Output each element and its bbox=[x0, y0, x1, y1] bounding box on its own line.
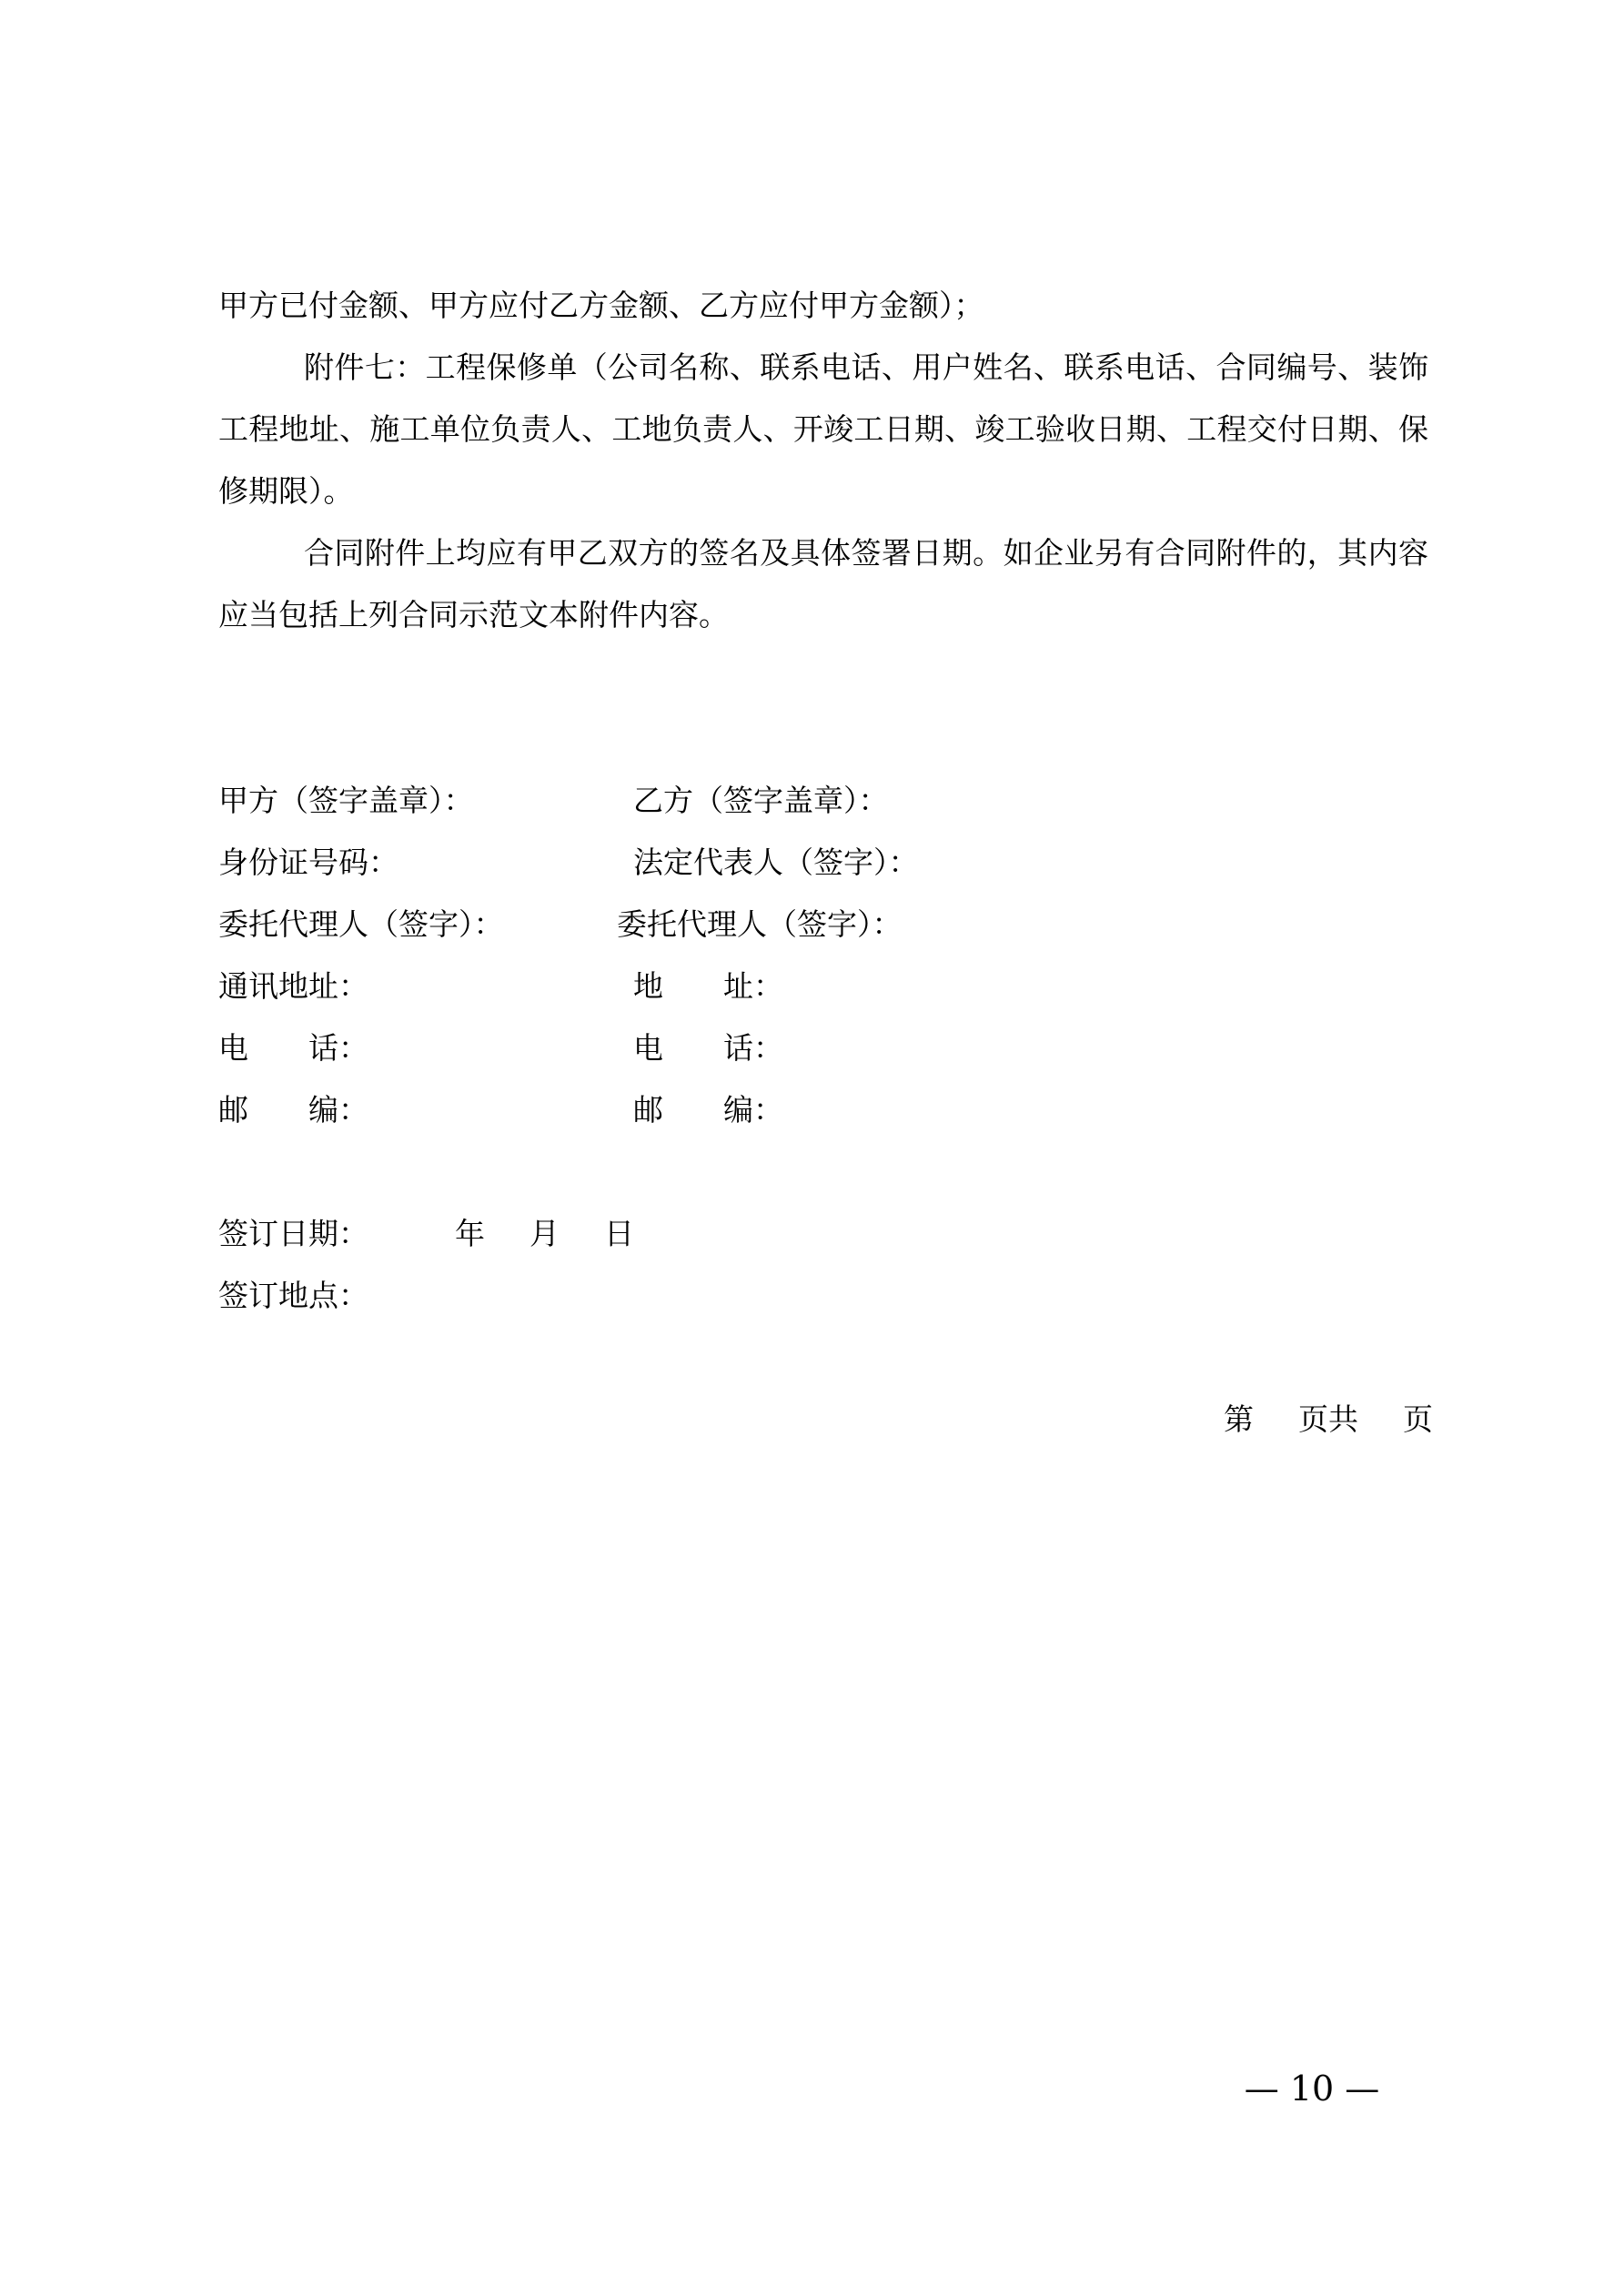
paragraph-continuation: 甲方已付金额、甲方应付乙方金额、乙方应付甲方金额）； bbox=[218, 288, 984, 323]
party-b-agent-label: 委托代理人（签字）： bbox=[617, 906, 903, 942]
party-b-postcode-label: 邮 编： bbox=[633, 1092, 783, 1128]
signing-month-unit: 月 bbox=[530, 1216, 560, 1251]
party-a-id-number-label: 身份证号码： bbox=[218, 845, 398, 880]
signing-date-label: 签订日期： bbox=[218, 1216, 368, 1251]
paragraph-appendix-signatures: 合同附件上均应有甲乙双方的签名及具体签署日期。如企业另有合同附件的，其内容应当包括上列合同示范文本附件内容。 bbox=[218, 535, 1428, 632]
page-number: — 10 — bbox=[1244, 2068, 1380, 2109]
party-b-phone-label: 电 话： bbox=[633, 1030, 783, 1066]
party-b-signature-label: 乙方（签字盖章）： bbox=[633, 783, 889, 818]
party-a-agent-label: 委托代理人（签字）： bbox=[218, 906, 504, 942]
pager-page-total: 页共 bbox=[1298, 1401, 1358, 1437]
party-b-address-label: 地 址： bbox=[633, 968, 783, 1004]
pager-suffix: 页 bbox=[1403, 1401, 1433, 1437]
signing-day-unit: 日 bbox=[604, 1216, 634, 1251]
pager-prefix: 第 bbox=[1224, 1401, 1254, 1437]
body-text bbox=[218, 275, 1428, 646]
signing-year-unit: 年 bbox=[455, 1216, 485, 1251]
signing-place-label: 签订地点： bbox=[218, 1278, 368, 1313]
party-a-signature-label: 甲方（签字盖章）： bbox=[218, 783, 474, 818]
paragraph-appendix-seven: 附件七：工程保修单（公司名称、联系电话、用户姓名、联系电话、合同编号、装饰工程地址、施工单位负责人、工地负责人、开竣工日期、竣工验收日期、工程交付日期、保修期限）。 bbox=[218, 349, 1428, 509]
party-a-phone-label: 电 话： bbox=[218, 1030, 368, 1066]
party-a-postcode-label: 邮 编： bbox=[218, 1092, 368, 1128]
party-b-legal-rep-label: 法定代表人（签字）： bbox=[633, 845, 919, 880]
party-a-address-label: 通讯地址： bbox=[218, 968, 368, 1004]
